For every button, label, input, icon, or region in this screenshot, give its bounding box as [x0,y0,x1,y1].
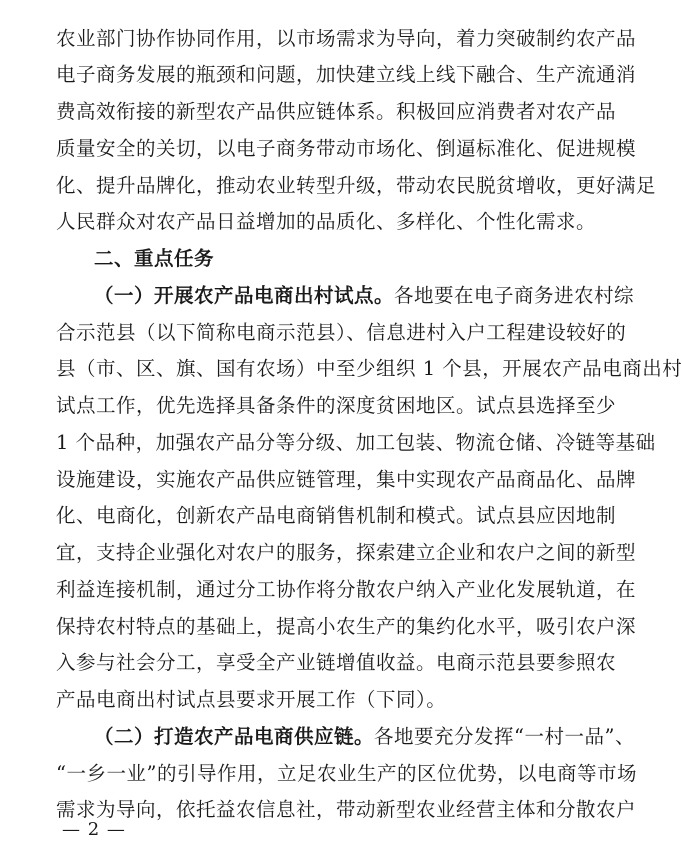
paragraph-line: 宜，支持企业强化对农户的服务，探索建立企业和农户之间的新型 [56,541,637,564]
paragraph-line: 产品电商出村试点县要求开展工作（下同）。 [56,688,447,711]
item-text: 各地要在电子商务进农村综 [394,284,635,307]
section-heading: 二、重点任务 [94,247,215,270]
item-title: （一）开展农产品电商出村试点。 [94,284,395,307]
item-title: （二）打造农产品电商供应链。 [94,725,375,748]
page-number: — 2 — [62,819,126,840]
paragraph-line: 电子商务发展的瓶颈和问题，加快建立线上线下融合、生产流通消 [56,63,637,86]
paragraph-line: 农业部门协作协同作用，以市场需求为导向，着力突破制约农产品 [56,27,637,50]
paragraph-line: 保持农村特点的基础上，提高小农生产的集约化水平，吸引农户深 [56,615,637,638]
paragraph-line: 县（市、区、旗、国有农场）中至少组织 1 个县，开展农产品电商出村 [56,357,682,380]
paragraph-line: 化、电商化，创新农产品电商销售机制和模式。试点县应因地制 [56,504,617,527]
paragraph-line: 合示范县（以下简称电商示范县）、信息进村入户工程建设较好的 [56,321,627,344]
paragraph-line: 1 个品种，加强农产品分等分级、加工包装、物流仓储、冷链等基础 [56,431,656,454]
item-first-line [94,720,635,754]
item-text: 各地要充分发挥“一村一品”、 [374,725,635,748]
paragraph-line: 化、提升品牌化，推动农业转型升级，带动农民脱贫增收，更好满足 [56,174,657,197]
paragraph-line: 入参与社会分工，享受全产业链增值收益。电商示范县要参照农 [56,651,617,674]
paragraph-line: 费高效衔接的新型农产品供应链体系。积极回应消费者对农产品 [56,100,617,123]
paragraph-line: 试点工作，优先选择具备条件的深度贫困地区。试点县选择至少 [56,394,617,417]
item-first-line [94,279,635,313]
paragraph-line: 利益连接机制，通过分工协作将分散农户纳入产业化发展轨道，在 [56,578,637,601]
paragraph-line: “一乡一业”的引导作用，立足农业生产的区位优势，以电商等市场 [56,762,637,785]
paragraph-line: 需求为导向，依托益农信息社，带动新型农业经营主体和分散农户 [56,798,637,821]
paragraph-line: 设施建设，实施农产品供应链管理，集中实现农产品商品化、品牌 [56,468,637,491]
paragraph-line: 人民群众对农产品日益增加的品质化、多样化、个性化需求。 [56,210,597,233]
paragraph-line: 质量安全的关切，以电子商务带动市场化、倒逼标准化、促进规模 [56,137,637,160]
